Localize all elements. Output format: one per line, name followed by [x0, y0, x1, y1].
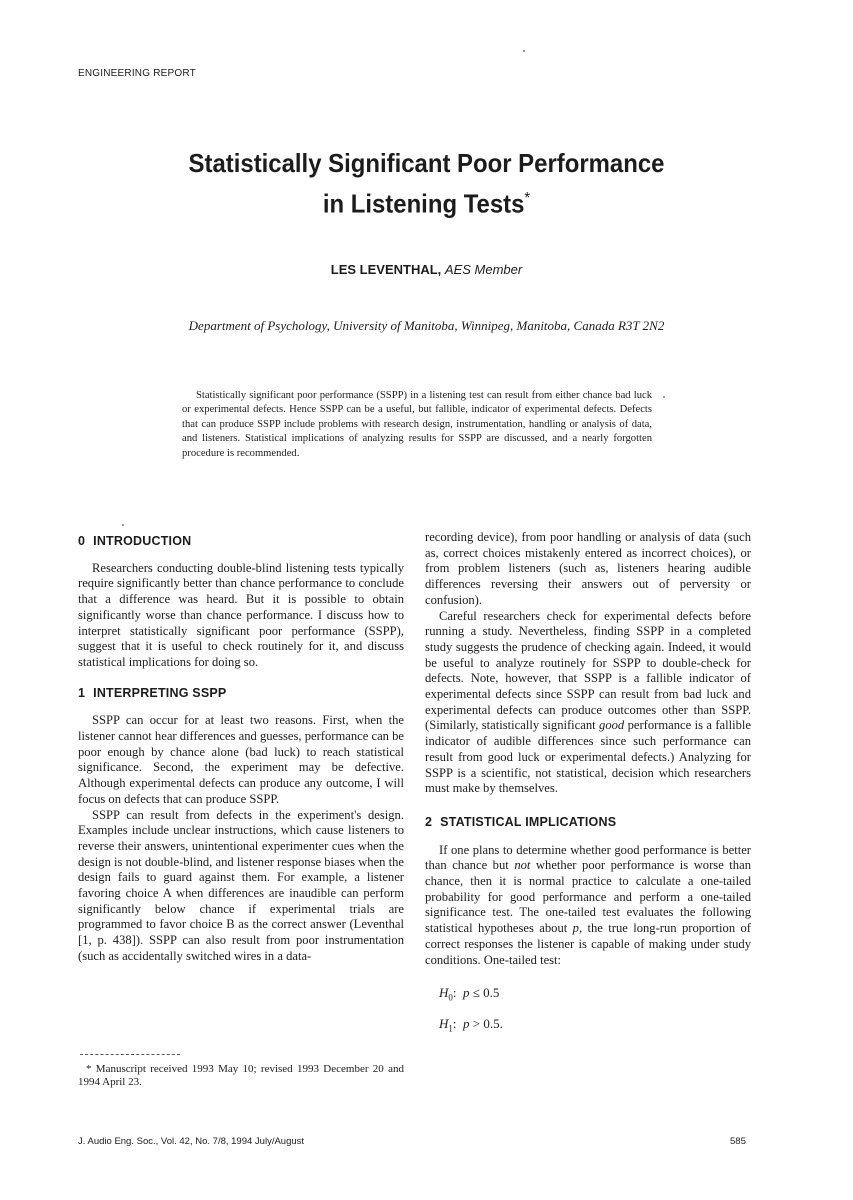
paragraph-text: , the true long-run proportion of correct responses the listener is capable of making under study conditions. One-tailed test: [425, 921, 751, 967]
section-heading-introduction [78, 534, 404, 550]
paragraph-text: If one plans to determine whether good performance is better than chance but [425, 842, 751, 873]
hypothesis-colon: : [452, 1015, 457, 1031]
section-number: 1 [78, 685, 86, 700]
author-name: LES LEVENTHAL, [330, 262, 442, 277]
title-line-2 [34, 181, 819, 222]
hypotheses-block [439, 980, 751, 1041]
footnote [78, 1063, 404, 1089]
interpreting-paragraph-2: SSPP can result from defects in the experiment's design. Examples include unclear instructions, which cause listeners to reverse their answers, unintentional experimenter cues when the design is not double-blind, and listener response biases when the design fails to guard against them. For example, a listener favoring choice A when differences are inaudible can perform significantly below chance if experimental trials are programmed to favor choice B as the correct answer (Leventhal [1, p. 438]). SSPP can also result from poor instrumentation (such as accidentally switched wires in a data- [78, 807, 404, 963]
section-title: INTRODUCTION [93, 534, 192, 548]
variable-p: p [572, 921, 579, 936]
abstract-text: Statistically significant poor performance (SSPP) in a listening test can result from either chance bad luck or experimental defects. Hence SSPP can be a useful, but fallible, indicator of experimental defects. Defects that can produce SSPP include problems with research design, instrumentation, handling or analysis of data, and listeners. Statistical implications of analyzing results for SSPP are discussed, and a nearly forgotten procedure is recommended. [182, 390, 652, 459]
section-heading-statistical-implications [425, 815, 751, 831]
statistical-paragraph-1 [425, 843, 751, 969]
hypothesis-symbol: H [439, 985, 449, 1001]
interpreting-paragraph-3 [425, 609, 751, 797]
emphasis-good: good [599, 718, 625, 733]
hypothesis-alternative [439, 1011, 751, 1042]
page-number: 585 [730, 1136, 746, 1147]
title-line-2-text: in Listening Tests [322, 188, 525, 219]
author-membership: AES Member [444, 262, 523, 277]
hypothesis-relation: ≤ 0.5 [472, 985, 500, 1001]
hypothesis-variable: p [463, 985, 470, 1001]
footnote-text: * Manuscript received 1993 May 10; revised 1993 December 20 and 1994 April 23. [78, 1063, 404, 1088]
title-line-1: Statistically Significant Poor Performance [188, 148, 665, 178]
journal-citation: J. Audio Eng. Soc., Vol. 42, No. 7/8, 1994 July/August [78, 1136, 305, 1147]
intro-paragraph: Researchers conducting double-blind listening tests typically require significantly better than chance performance to conclude that a difference was heard. But it is possible to obtain significantly worse than chance performance. I discuss how to interpret statistically significant poor performance (SSPP), suggest that it is useful to check routinely for it, and discuss statistical implications for doing so. [78, 560, 404, 669]
left-column [78, 528, 404, 965]
hypothesis-symbol: H [439, 1015, 449, 1031]
emphasis-not: not [514, 858, 531, 873]
hypothesis-subscript: 0 [448, 992, 453, 1003]
scan-speck [122, 524, 124, 526]
section-number: 2 [425, 814, 433, 829]
hypothesis-subscript: 1 [448, 1023, 453, 1034]
paragraph-text: Careful researchers check for experimental defects before running a study. Nevertheless, finding SSPP in a completed study suggests the prudence of checking again. Indeed, it would be useful to analyze routinely for SSPP to double-check for defects. Note, however, that SSPP is a fallible indicator of experimental defects since SSPP can result from bad luck and experimental defects can produce outcomes other than SSPP. (Similarly, statistically significant [425, 608, 751, 733]
journal-section-label: ENGINEERING REPORT [78, 68, 196, 79]
paragraph-text: performance is a fallible indicator of audible differences since such performance can result from good luck or experimental defects.) Analyzing for SSPP is a scientific, not statistical, decision which researchers must make by themselves. [425, 718, 751, 796]
section-heading-interpreting-sspp [78, 686, 404, 702]
interpreting-paragraph-2-continued: recording device), from poor handling or analysis of data (such as, correct choices mistakenly entered as incorrect choices), or from problem listeners (such as, listeners hearing audible differences reversing their answers out of perversity or confusion). [425, 530, 751, 607]
section-title: INTERPRETING SSPP [93, 685, 227, 700]
paper-title [34, 145, 819, 222]
paragraph-text: whether poor performance is worse than chance, then it is normal practice to calculate a one-tailed probability for good performance and perform a one-tailed significance test. The one-tailed test evaluates the following statistical hypotheses about [425, 858, 751, 936]
hypothesis-variable: p [463, 1015, 470, 1031]
abstract [182, 389, 652, 461]
hypothesis-relation: > 0.5. [472, 1015, 503, 1031]
scan-speck [663, 396, 665, 398]
footnote-separator [80, 1054, 180, 1055]
author-line [0, 262, 853, 277]
author-affiliation: Department of Psychology, University of Manitoba, Winnipeg, Manitoba, Canada R3T 2N2 [188, 318, 665, 333]
scan-speck [523, 50, 525, 52]
right-column [425, 530, 751, 1041]
section-number: 0 [78, 534, 86, 548]
interpreting-paragraph-1: SSPP can occur for at least two reasons. First, when the listener cannot hear differences and guesses, performance can be poor enough by chance alone (bad luck) to reach statistical significance. Second, the experiment may be defective. Although experimental defects can produce any outcome, I will focus on defects that can produce SSPP. [78, 713, 404, 806]
hypothesis-colon: : [452, 985, 457, 1001]
section-title: STATISTICAL IMPLICATIONS [440, 814, 617, 829]
hypothesis-null [439, 980, 751, 1011]
title-footnote-marker: * [524, 190, 531, 207]
